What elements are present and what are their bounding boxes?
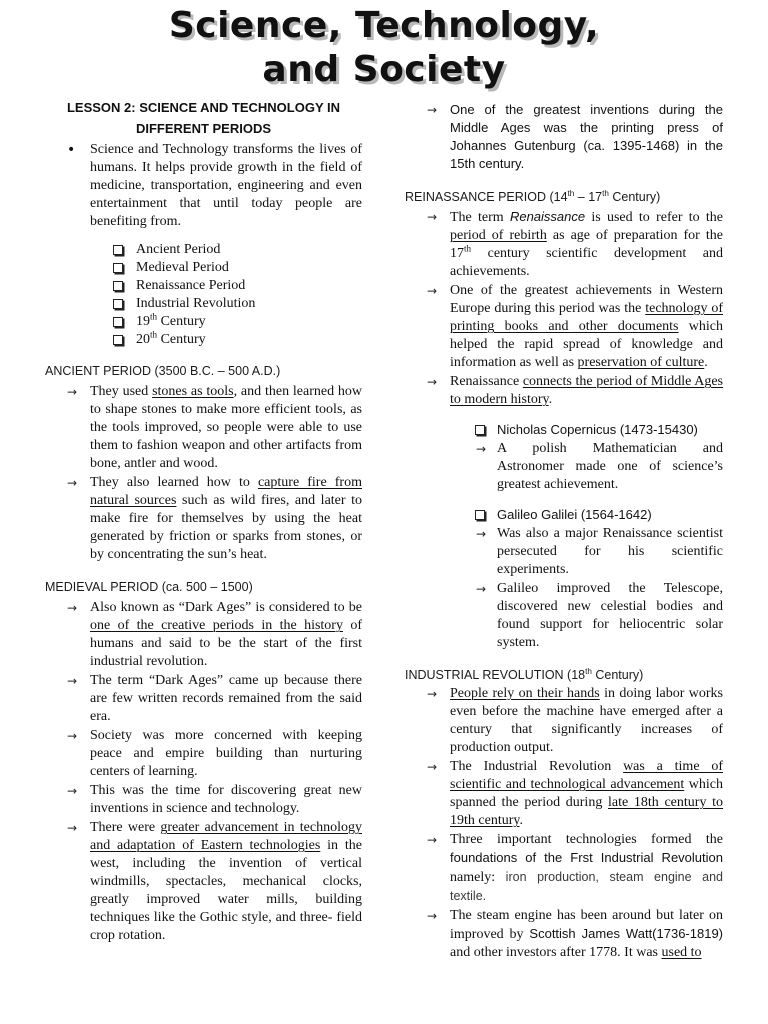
arrow-right-icon: → [67,821,78,835]
arrow-right-icon: → [427,210,438,224]
industrial-item-text [450,907,723,962]
medieval-period-heading: MEDIEVAL PERIOD (ca. 500 – 1500) [45,580,253,594]
renaissance-item-text [450,282,723,372]
renaissance-item [405,373,723,409]
medieval-item-text: This was the time for discovering great new inventions in science and technology. [90,783,362,816]
medieval-item [45,782,362,818]
text-segment: REINASSANCE PERIOD (14 [405,190,568,204]
text-segment: . [704,355,708,370]
scientist-name: Nicholas Copernicus (1473-15430) [497,422,698,437]
period-label: Renaissance Period [136,278,246,293]
checkbox-icon [113,263,123,273]
industrial-revolution-heading [405,666,723,684]
arrow-right-icon: → [476,527,487,541]
text-segment: , and then learned how to shape stones to make more efficient tools, as the tools improved, so people were able to use them to fashion weapon and other artifacts from bone, antler and wood. [90,384,363,471]
text-segment: and other investors after 1778. It was [450,945,662,960]
underlined-text: greater advancement in technology and adaptation of Eastern technologies [90,820,362,853]
renaissance-item [405,208,723,281]
industrial-item [405,907,723,962]
bullet-icon: • [67,142,76,158]
arrow-right-icon: → [67,729,78,743]
text-segment: – 17 [574,190,603,204]
renaissance-item-text [450,373,723,409]
arrow-right-icon: → [67,601,78,615]
text-segment: The steam engine has been around but later on improved by [450,908,723,942]
ancient-item-text [90,474,362,564]
ancient-item [45,383,362,473]
period-list-item [45,241,362,259]
text-segment: They also learned how to [90,475,258,490]
text-segment: The Industrial Revolution [450,759,624,774]
industrial-item-text [450,758,723,830]
superscript: th [150,311,158,322]
medieval-item-text: Society was more concerned with keeping peace and empire building than nurturing centers of learning. [90,728,362,779]
scientist-note [405,580,723,652]
intro-bullet-item [45,141,362,231]
text-segment: Century) [608,190,661,204]
checkbox-icon [475,425,485,435]
handwritten-text: Scottish James Watt(1736-1819) [529,926,724,941]
text-segment: They used [90,384,153,399]
lesson-heading: LESSON 2: SCIENCE AND TECHNOLOGY IN DIFFERENT PERIODS [66,100,341,136]
checkbox-icon [113,299,123,309]
period-label: Century [157,314,206,329]
scientist-note-text: A polish Mathematician and Astronomer made one of science’s greatest achievement. [497,441,723,492]
industrial-item-text [450,831,723,906]
arrow-right-icon: → [67,385,78,399]
period-list-item [45,295,362,313]
underlined-text: stones as tools [152,384,234,399]
checkbox-icon [113,335,123,345]
underlined-text: capture fire from natural sources [90,475,362,508]
renaissance-item-text [450,208,723,281]
scientist-note-text: Galileo improved the Telescope, discovered new celestial bodies and found support for heliocentric solar system. [497,581,723,650]
period-list-item [45,313,362,331]
text-segment: namely: [450,870,506,885]
industrial-item [405,758,723,830]
superscript: th [150,329,158,340]
arrow-right-icon: → [427,687,438,701]
industrial-item-text [450,685,723,757]
superscript: th [602,188,609,198]
industrial-item [405,831,723,906]
text-segment: in doing labor works even before the machine have emerged after a century that significantly increases of production output. [450,686,724,755]
text-segment: There were [90,820,161,835]
arrow-right-icon: → [427,375,438,389]
handwritten-light-text: iron production, steam engine and textile. [450,870,723,903]
arrow-right-icon: → [427,760,438,774]
industrial-item [405,685,723,757]
underlined-text: technology of printing books and other documents [450,301,723,334]
text-segment: in the west, including the invention of vertical windmills, spectacles, mechanical clocks, greatly improved water mills, building techniques like the Gothic style, and three- field crop rotation. [90,838,362,943]
checkbox-icon [113,245,123,255]
medieval-item [45,672,362,726]
text-segment: Century) [591,668,644,682]
left-column [45,97,362,946]
text-segment: which helped the rapid spread of knowledge and information as well as [450,319,724,370]
arrow-right-icon: → [67,476,78,490]
text-segment: as age of preparation for the 17 [450,228,723,261]
period-list-item [45,277,362,295]
ancient-item [45,474,362,564]
medieval-item [45,819,362,945]
ancient-item-text [90,383,362,473]
period-list-item [45,259,362,277]
arrow-right-icon: → [67,674,78,688]
medieval-item [405,101,723,173]
arrow-right-icon: → [427,284,438,298]
scientist-note [405,525,723,579]
underlined-text: connects the period of Middle Ages to modern history [450,374,723,407]
right-column [405,101,723,963]
underlined-text: People rely on their hands [450,686,600,701]
period-label: Century [157,332,206,347]
scientist-copernicus [405,421,723,439]
arrow-right-icon: → [476,442,487,456]
text-segment: Also known as “Dark Ages” is considered to be [90,600,362,615]
scientist-note [405,440,723,494]
title-line-2: and Society [262,49,506,90]
medieval-item [45,727,362,781]
document-title [0,4,768,92]
scientist-name: Galileo Galilei (1564-1642) [497,507,652,522]
renaissance-item [405,282,723,372]
period-label: Medieval Period [136,260,229,275]
period-number: 20 [136,332,150,347]
ancient-period-heading: ANCIENT PERIOD (3500 B.C. – 500 A.D.) [45,364,281,378]
title-line-1: Science, Technology, [168,5,600,46]
medieval-item-text: The term “Dark Ages” came up because there are few written records remained from the said era. [90,673,362,724]
medieval-item-text [90,599,362,671]
period-label: Ancient Period [136,242,221,257]
superscript: th [464,243,472,254]
underlined-text: late 18th century to 19th century [450,795,724,828]
underlined-text: one of the creative periods in the history [90,618,343,633]
text-segment: INDUSTRIAL REVOLUTION (18 [405,668,586,682]
arrow-right-icon: → [67,784,78,798]
underlined-text: used to [661,945,702,960]
arrow-right-icon: → [427,833,438,847]
underlined-text: was a time of scientific and technological advancement [450,759,724,792]
checkbox-icon [113,281,123,291]
period-list-item [45,331,362,349]
text-segment: which spanned the period during [450,777,723,810]
arrow-right-icon: → [427,909,438,923]
text-segment: Three important technologies formed the [450,832,723,847]
italic-term: Renaissance [509,209,586,224]
handwritten-text: foundations of the Frst Industrial Revolution [450,850,723,865]
text-segment: . [548,392,553,407]
text-segment: is used to refer to the [585,210,723,225]
text-segment: such as wild fires, and later to make fire for themselves by using the heat generated by friction or sparks from stones, or by concentrating the sun’s heat. [90,493,363,562]
arrow-right-icon: → [427,103,438,117]
medieval-item-text [90,819,362,945]
checkbox-icon [475,510,485,520]
arrow-right-icon: → [476,582,487,596]
scientist-note-text: Was also a major Renaissance scientist persecuted for his scientific experiments. [497,526,723,577]
text-segment: of humans and said to be the start of the first industrial revolution. [90,618,362,669]
text-segment: One of the greatest achievements in Western Europe during this period was the [450,283,723,316]
scientist-galileo [405,506,723,524]
renaissance-period-heading [405,188,723,206]
period-list [45,241,362,349]
checkbox-icon [113,317,123,327]
superscript: th [585,666,592,676]
text-segment: century scientific development and achievements. [450,246,723,279]
period-number: 19 [136,314,150,329]
underlined-text: period of rebirth [450,228,547,243]
period-label: Industrial Revolution [136,296,256,311]
superscript: th [567,188,575,198]
intro-text: Science and Technology transforms the lives of humans. It helps provide growth in the field of medicine, transportation, engineering and even entertainment that until today people are benefiting from. [90,142,362,229]
text-segment: Renaissance [450,374,523,389]
underlined-text: preservation of culture [577,355,705,370]
text-segment: . [519,813,523,828]
text-segment: The term [450,210,510,225]
medieval-item [45,599,362,671]
medieval-item-text: One of the greatest inventions during the Middle Ages was the printing press of Johannes Gutenburg (ca. 1395-1468) in the 15th century. [450,102,723,171]
